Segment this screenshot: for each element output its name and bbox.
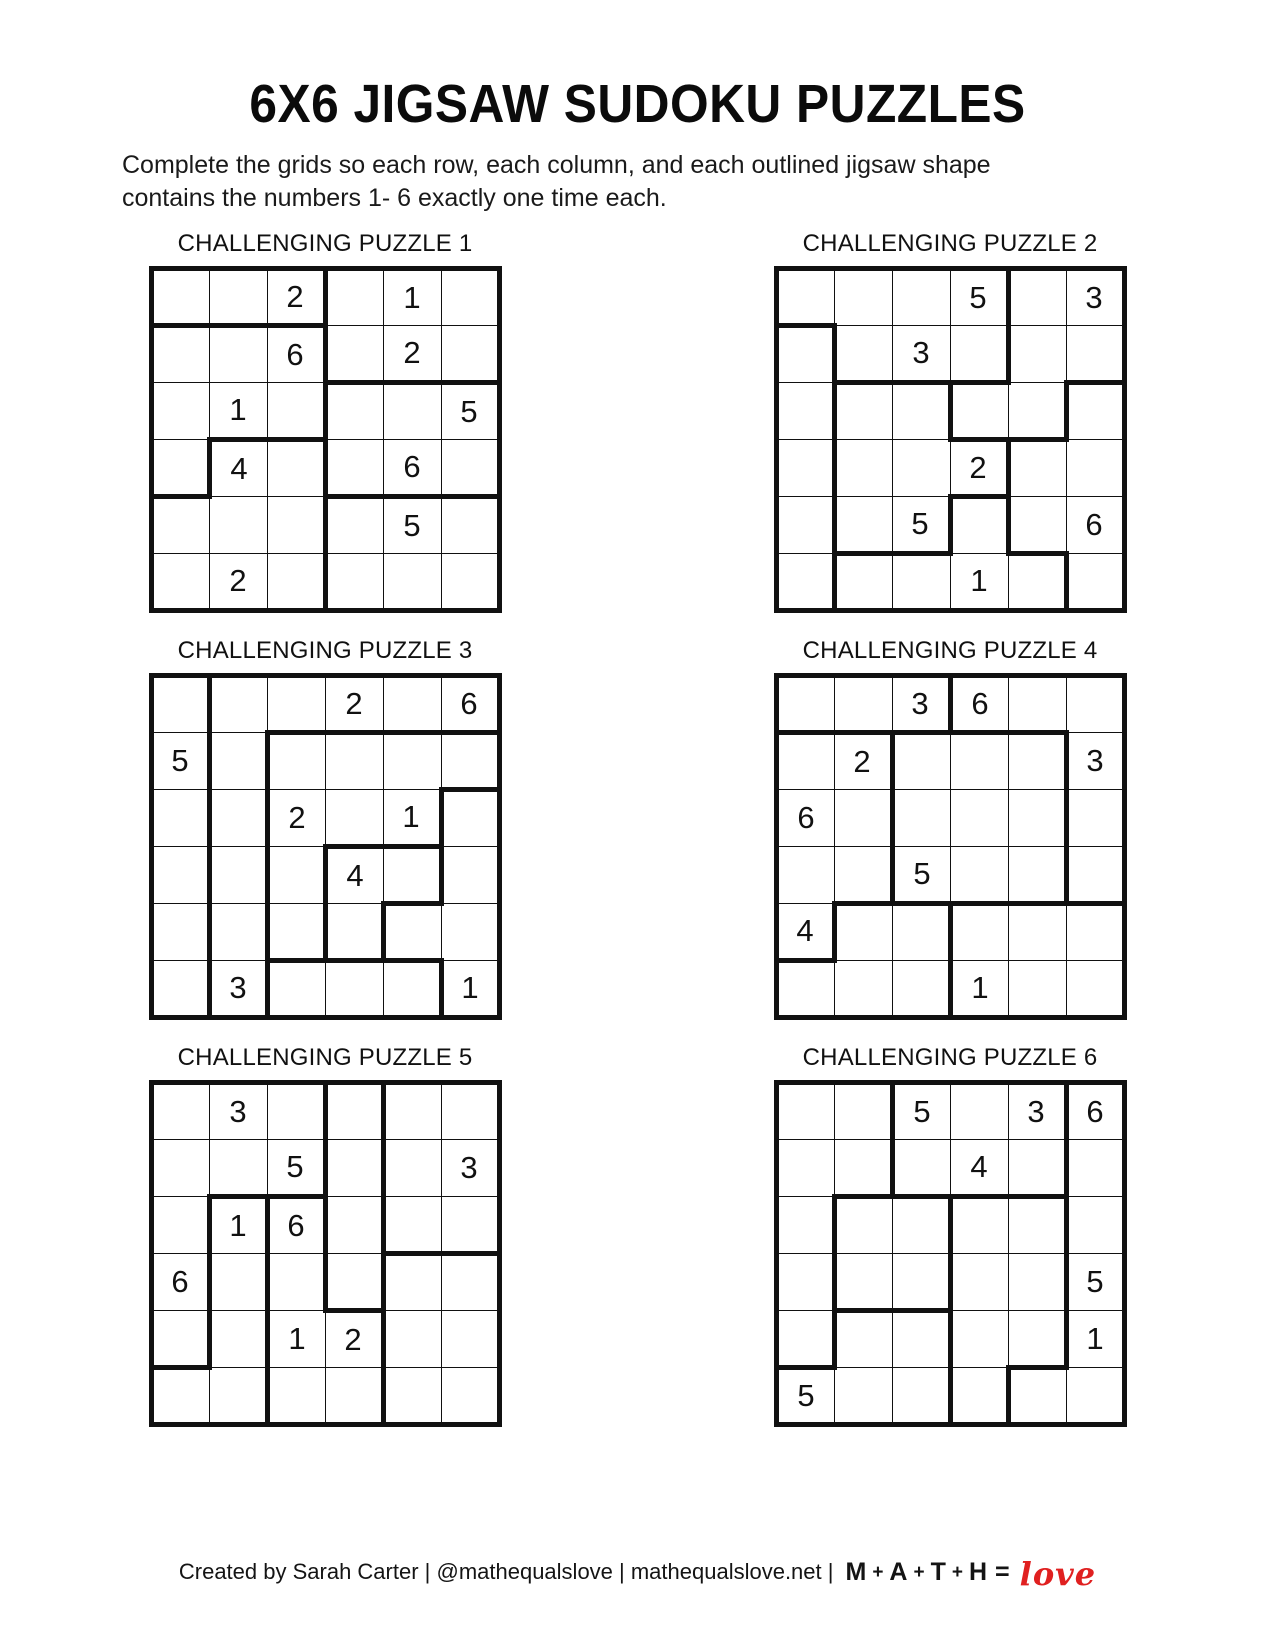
sudoku-cell-given[interactable]: 5 xyxy=(892,846,950,903)
puzzle-5 xyxy=(80,1044,570,1427)
sudoku-cell-empty[interactable] xyxy=(1066,553,1124,610)
sudoku-cell-empty[interactable] xyxy=(950,382,1008,439)
sudoku-cell-empty[interactable] xyxy=(834,439,892,496)
sudoku-cell-empty[interactable] xyxy=(776,1082,834,1139)
logo-letter-a: A xyxy=(889,1557,909,1586)
sudoku-cell-given[interactable]: 1 xyxy=(209,382,267,439)
sudoku-cell-given[interactable]: 4 xyxy=(950,1139,1008,1196)
footer xyxy=(0,1553,1275,1591)
sudoku-cell-empty[interactable] xyxy=(776,1253,834,1310)
sudoku-cell-empty[interactable] xyxy=(383,1253,441,1310)
sudoku-cell-empty[interactable] xyxy=(383,1196,441,1253)
sudoku-cell-empty[interactable] xyxy=(151,675,209,732)
sudoku-row xyxy=(151,496,499,553)
sudoku-cell-empty[interactable] xyxy=(776,439,834,496)
sudoku-cell-empty[interactable] xyxy=(1008,1367,1066,1424)
sudoku-cell-empty[interactable] xyxy=(950,1253,1008,1310)
sudoku-cell-given[interactable]: 3 xyxy=(1008,1082,1066,1139)
sudoku-cell-given[interactable]: 2 xyxy=(950,439,1008,496)
sudoku-row xyxy=(776,553,1124,610)
sudoku-cell-given[interactable]: 4 xyxy=(209,439,267,496)
sudoku-cell-empty[interactable] xyxy=(209,496,267,553)
instructions-line-1: Complete the grids so each row, each column, and each outlined jigsaw shape xyxy=(122,151,991,179)
sudoku-cell-empty[interactable] xyxy=(209,846,267,903)
sudoku-cell-empty[interactable] xyxy=(834,268,892,325)
puzzle-row-3 xyxy=(80,1044,1195,1427)
sudoku-cell-empty[interactable] xyxy=(441,846,499,903)
sudoku-cell-empty[interactable] xyxy=(267,496,325,553)
sudoku-cell-given[interactable]: 6 xyxy=(1066,496,1124,553)
sudoku-cell-empty[interactable] xyxy=(1008,846,1066,903)
sudoku-cell-given[interactable]: 3 xyxy=(441,1139,499,1196)
sudoku-row xyxy=(776,903,1124,960)
sudoku-cell-given[interactable]: 1 xyxy=(950,553,1008,610)
sudoku-cell-empty[interactable] xyxy=(441,903,499,960)
sudoku-cell-empty[interactable] xyxy=(151,1196,209,1253)
sudoku-cell-empty[interactable] xyxy=(441,268,499,325)
sudoku-cell-empty[interactable] xyxy=(776,1139,834,1196)
sudoku-cell-empty[interactable] xyxy=(776,960,834,1017)
sudoku-cell-empty[interactable] xyxy=(151,1310,209,1367)
sudoku-cell-given[interactable]: 6 xyxy=(383,439,441,496)
sudoku-row xyxy=(151,1253,499,1310)
sudoku-row xyxy=(776,846,1124,903)
puzzle-6-grid[interactable] xyxy=(774,1080,1127,1427)
sudoku-cell-empty[interactable] xyxy=(1008,675,1066,732)
sudoku-row xyxy=(776,1310,1124,1367)
sudoku-cell-given[interactable]: 6 xyxy=(267,1196,325,1253)
sudoku-cell-given[interactable]: 2 xyxy=(267,789,325,846)
sudoku-cell-empty[interactable] xyxy=(267,1367,325,1424)
sudoku-cell-empty[interactable] xyxy=(776,846,834,903)
sudoku-cell-empty[interactable] xyxy=(892,553,950,610)
sudoku-row xyxy=(151,789,499,846)
sudoku-cell-empty[interactable] xyxy=(325,1082,383,1139)
sudoku-cell-empty[interactable] xyxy=(151,1082,209,1139)
sudoku-cell-empty[interactable] xyxy=(1008,1310,1066,1367)
sudoku-cell-empty[interactable] xyxy=(1008,732,1066,789)
sudoku-cell-empty[interactable] xyxy=(151,1367,209,1424)
sudoku-cell-empty[interactable] xyxy=(151,960,209,1017)
sudoku-cell-empty[interactable] xyxy=(1008,325,1066,382)
sudoku-cell-empty[interactable] xyxy=(441,496,499,553)
sudoku-row xyxy=(776,732,1124,789)
sudoku-cell-empty[interactable] xyxy=(950,1367,1008,1424)
sudoku-cell-empty[interactable] xyxy=(834,553,892,610)
puzzles-area xyxy=(80,230,1195,1427)
sudoku-cell-given[interactable]: 2 xyxy=(325,675,383,732)
sudoku-cell-empty[interactable] xyxy=(1066,960,1124,1017)
sudoku-cell-given[interactable]: 5 xyxy=(267,1139,325,1196)
sudoku-cell-empty[interactable] xyxy=(151,268,209,325)
sudoku-cell-empty[interactable] xyxy=(151,789,209,846)
sudoku-cell-empty[interactable] xyxy=(209,789,267,846)
sudoku-cell-given[interactable]: 3 xyxy=(209,1082,267,1139)
sudoku-cell-empty[interactable] xyxy=(834,960,892,1017)
sudoku-cell-empty[interactable] xyxy=(776,496,834,553)
sudoku-cell-given[interactable]: 6 xyxy=(1066,1082,1124,1139)
sudoku-cell-empty[interactable] xyxy=(325,553,383,610)
sudoku-cell-given[interactable]: 2 xyxy=(325,1310,383,1367)
instructions-line-2: contains the numbers 1- 6 exactly one time each. xyxy=(122,184,667,213)
sudoku-cell-empty[interactable] xyxy=(892,732,950,789)
sudoku-cell-empty[interactable] xyxy=(267,960,325,1017)
sudoku-cell-empty[interactable] xyxy=(1066,1196,1124,1253)
sudoku-cell-empty[interactable] xyxy=(950,325,1008,382)
sudoku-cell-given[interactable]: 2 xyxy=(209,553,267,610)
sudoku-row xyxy=(776,960,1124,1017)
sudoku-cell-empty[interactable] xyxy=(383,1082,441,1139)
puzzle-3-grid[interactable] xyxy=(149,673,502,1020)
sudoku-cell-empty[interactable] xyxy=(1066,903,1124,960)
puzzle-2-caption: CHALLENGING PUZZLE 2 xyxy=(802,229,1098,257)
sudoku-cell-empty[interactable] xyxy=(1066,1367,1124,1424)
sudoku-row xyxy=(776,789,1124,846)
sudoku-cell-empty[interactable] xyxy=(834,1253,892,1310)
sudoku-cell-empty[interactable] xyxy=(267,732,325,789)
sudoku-cell-empty[interactable] xyxy=(834,1367,892,1424)
sudoku-row xyxy=(151,382,499,439)
sudoku-cell-empty[interactable] xyxy=(1066,789,1124,846)
puzzle-6-caption: CHALLENGING PUZZLE 6 xyxy=(802,1043,1098,1071)
sudoku-row xyxy=(151,732,499,789)
sudoku-row xyxy=(776,1253,1124,1310)
sudoku-cell-empty[interactable] xyxy=(383,960,441,1017)
sudoku-cell-empty[interactable] xyxy=(441,1367,499,1424)
sudoku-cell-given[interactable]: 1 xyxy=(441,960,499,1017)
sudoku-cell-empty[interactable] xyxy=(834,1196,892,1253)
sudoku-cell-empty[interactable] xyxy=(892,439,950,496)
sudoku-cell-empty[interactable] xyxy=(950,1196,1008,1253)
sudoku-cell-empty[interactable] xyxy=(834,789,892,846)
sudoku-cell-empty[interactable] xyxy=(1008,553,1066,610)
sudoku-cell-given[interactable]: 5 xyxy=(950,268,1008,325)
sudoku-cell-empty[interactable] xyxy=(776,675,834,732)
sudoku-row xyxy=(151,1367,499,1424)
sudoku-row xyxy=(776,439,1124,496)
sudoku-cell-empty[interactable] xyxy=(950,846,1008,903)
sudoku-cell-empty[interactable] xyxy=(834,1139,892,1196)
sudoku-row xyxy=(776,1139,1124,1196)
sudoku-cell-empty[interactable] xyxy=(892,382,950,439)
sudoku-cell-given[interactable]: 2 xyxy=(267,268,325,325)
sudoku-cell-empty[interactable] xyxy=(441,789,499,846)
sudoku-cell-given[interactable]: 1 xyxy=(267,1310,325,1367)
sudoku-cell-empty[interactable] xyxy=(383,846,441,903)
sudoku-cell-given[interactable]: 1 xyxy=(383,268,441,325)
sudoku-cell-empty[interactable] xyxy=(325,1367,383,1424)
puzzle-row-1 xyxy=(80,230,1195,613)
sudoku-cell-empty[interactable] xyxy=(892,1253,950,1310)
sudoku-row xyxy=(776,382,1124,439)
sudoku-cell-given[interactable]: 5 xyxy=(1066,1253,1124,1310)
sudoku-cell-empty[interactable] xyxy=(267,1082,325,1139)
sudoku-cell-empty[interactable] xyxy=(776,1310,834,1367)
sudoku-row xyxy=(151,1139,499,1196)
sudoku-cell-given[interactable]: 6 xyxy=(267,325,325,382)
sudoku-cell-empty[interactable] xyxy=(1066,1139,1124,1196)
sudoku-cell-empty[interactable] xyxy=(1066,382,1124,439)
sudoku-cell-empty[interactable] xyxy=(209,1367,267,1424)
sudoku-cell-given[interactable]: 6 xyxy=(776,789,834,846)
sudoku-cell-empty[interactable] xyxy=(1066,846,1124,903)
sudoku-cell-empty[interactable] xyxy=(892,1139,950,1196)
sudoku-cell-empty[interactable] xyxy=(325,268,383,325)
puzzle-3-caption: CHALLENGING PUZZLE 3 xyxy=(177,636,473,664)
sudoku-cell-empty[interactable] xyxy=(267,439,325,496)
sudoku-cell-empty[interactable] xyxy=(834,675,892,732)
sudoku-cell-empty[interactable] xyxy=(1008,268,1066,325)
sudoku-row xyxy=(151,1082,499,1139)
sudoku-cell-empty[interactable] xyxy=(950,732,1008,789)
sudoku-row xyxy=(151,960,499,1017)
sudoku-cell-empty[interactable] xyxy=(950,789,1008,846)
instructions xyxy=(80,149,1195,216)
sudoku-cell-empty[interactable] xyxy=(1066,325,1124,382)
sudoku-cell-empty[interactable] xyxy=(441,325,499,382)
plus-icon: + xyxy=(951,1562,964,1583)
sudoku-cell-empty[interactable] xyxy=(151,439,209,496)
sudoku-cell-empty[interactable] xyxy=(834,1082,892,1139)
sudoku-row xyxy=(776,675,1124,732)
sudoku-cell-empty[interactable] xyxy=(151,1139,209,1196)
sudoku-cell-empty[interactable] xyxy=(776,382,834,439)
sudoku-cell-empty[interactable] xyxy=(950,903,1008,960)
plus-icon: + xyxy=(872,1562,885,1583)
sudoku-cell-empty[interactable] xyxy=(325,789,383,846)
sudoku-cell-empty[interactable] xyxy=(209,1310,267,1367)
sudoku-cell-empty[interactable] xyxy=(892,1367,950,1424)
sudoku-cell-empty[interactable] xyxy=(441,1196,499,1253)
sudoku-cell-empty[interactable] xyxy=(383,1310,441,1367)
sudoku-cell-empty[interactable] xyxy=(209,903,267,960)
puzzle-5-grid[interactable] xyxy=(149,1080,502,1427)
sudoku-cell-empty[interactable] xyxy=(1008,1196,1066,1253)
sudoku-cell-empty[interactable] xyxy=(325,325,383,382)
sudoku-cell-given[interactable]: 1 xyxy=(1066,1310,1124,1367)
sudoku-cell-empty[interactable] xyxy=(151,496,209,553)
sudoku-row xyxy=(776,268,1124,325)
sudoku-cell-empty[interactable] xyxy=(441,1082,499,1139)
sudoku-cell-empty[interactable] xyxy=(325,439,383,496)
sudoku-cell-empty[interactable] xyxy=(1066,675,1124,732)
sudoku-row xyxy=(151,268,499,325)
sudoku-cell-given[interactable]: 5 xyxy=(441,382,499,439)
sudoku-cell-empty[interactable] xyxy=(834,325,892,382)
sudoku-cell-empty[interactable] xyxy=(383,382,441,439)
sudoku-cell-empty[interactable] xyxy=(267,553,325,610)
sudoku-cell-empty[interactable] xyxy=(383,553,441,610)
sudoku-cell-empty[interactable] xyxy=(776,325,834,382)
logo-letter-t: T xyxy=(930,1557,947,1586)
sudoku-cell-given[interactable]: 3 xyxy=(1066,732,1124,789)
sudoku-cell-empty[interactable] xyxy=(383,732,441,789)
sudoku-row xyxy=(151,439,499,496)
sudoku-cell-empty[interactable] xyxy=(325,382,383,439)
sudoku-cell-given[interactable]: 3 xyxy=(1066,268,1124,325)
puzzle-2-grid[interactable] xyxy=(774,266,1127,613)
puzzle-1 xyxy=(80,230,570,613)
sudoku-cell-empty[interactable] xyxy=(1008,439,1066,496)
sudoku-cell-empty[interactable] xyxy=(151,382,209,439)
sudoku-cell-given[interactable]: 5 xyxy=(383,496,441,553)
puzzle-2 xyxy=(705,230,1195,613)
sudoku-cell-given[interactable]: 5 xyxy=(151,732,209,789)
sudoku-cell-empty[interactable] xyxy=(441,732,499,789)
sudoku-cell-empty[interactable] xyxy=(776,732,834,789)
sudoku-cell-empty[interactable] xyxy=(1008,1139,1066,1196)
sudoku-cell-empty[interactable] xyxy=(950,1082,1008,1139)
sudoku-cell-empty[interactable] xyxy=(441,439,499,496)
puzzle-6 xyxy=(705,1044,1195,1427)
sudoku-cell-empty[interactable] xyxy=(267,846,325,903)
plus-icon: + xyxy=(913,1562,926,1583)
sudoku-cell-empty[interactable] xyxy=(950,496,1008,553)
sudoku-cell-given[interactable]: 5 xyxy=(892,496,950,553)
puzzle-row-2 xyxy=(80,637,1195,1020)
sudoku-cell-empty[interactable] xyxy=(776,1196,834,1253)
math-equals-love-logo xyxy=(845,1553,1096,1591)
sudoku-cell-empty[interactable] xyxy=(776,268,834,325)
sudoku-row xyxy=(776,1082,1124,1139)
sudoku-cell-given[interactable]: 5 xyxy=(892,1082,950,1139)
sudoku-cell-given[interactable]: 2 xyxy=(383,325,441,382)
sudoku-cell-empty[interactable] xyxy=(892,903,950,960)
sudoku-cell-empty[interactable] xyxy=(834,382,892,439)
sudoku-cell-given[interactable]: 1 xyxy=(209,1196,267,1253)
sudoku-cell-empty[interactable] xyxy=(209,325,267,382)
sudoku-cell-empty[interactable] xyxy=(267,1253,325,1310)
sudoku-cell-given[interactable]: 6 xyxy=(441,675,499,732)
sudoku-cell-empty[interactable] xyxy=(950,1310,1008,1367)
sudoku-cell-empty[interactable] xyxy=(892,1196,950,1253)
sudoku-cell-empty[interactable] xyxy=(892,789,950,846)
puzzle-5-caption: CHALLENGING PUZZLE 5 xyxy=(177,1043,473,1071)
sudoku-cell-empty[interactable] xyxy=(892,960,950,1017)
sudoku-cell-empty[interactable] xyxy=(441,1310,499,1367)
equals-icon: = xyxy=(995,1557,1011,1586)
sudoku-cell-empty[interactable] xyxy=(834,496,892,553)
sudoku-cell-empty[interactable] xyxy=(1008,1253,1066,1310)
puzzle-3 xyxy=(80,637,570,1020)
sudoku-cell-empty[interactable] xyxy=(325,903,383,960)
sudoku-cell-empty[interactable] xyxy=(834,846,892,903)
sudoku-cell-empty[interactable] xyxy=(1066,439,1124,496)
sudoku-cell-empty[interactable] xyxy=(209,268,267,325)
sudoku-cell-empty[interactable] xyxy=(267,903,325,960)
sudoku-cell-empty[interactable] xyxy=(151,903,209,960)
sudoku-cell-empty[interactable] xyxy=(776,553,834,610)
sudoku-row xyxy=(151,675,499,732)
sudoku-cell-empty[interactable] xyxy=(1008,382,1066,439)
puzzle-4-grid[interactable] xyxy=(774,673,1127,1020)
sudoku-cell-given[interactable]: 3 xyxy=(892,675,950,732)
sudoku-cell-empty[interactable] xyxy=(325,732,383,789)
sudoku-cell-empty[interactable] xyxy=(834,903,892,960)
sudoku-cell-empty[interactable] xyxy=(267,382,325,439)
sudoku-cell-empty[interactable] xyxy=(834,1310,892,1367)
sudoku-cell-given[interactable]: 6 xyxy=(151,1253,209,1310)
sudoku-cell-empty[interactable] xyxy=(1008,789,1066,846)
sudoku-cell-given[interactable]: 3 xyxy=(892,325,950,382)
sudoku-cell-empty[interactable] xyxy=(209,1139,267,1196)
sudoku-row xyxy=(776,1196,1124,1253)
sudoku-cell-empty[interactable] xyxy=(383,1139,441,1196)
sudoku-cell-empty[interactable] xyxy=(151,553,209,610)
sudoku-cell-empty[interactable] xyxy=(209,675,267,732)
sudoku-cell-given[interactable]: 2 xyxy=(834,732,892,789)
sudoku-cell-given[interactable]: 1 xyxy=(383,789,441,846)
sudoku-cell-empty[interactable] xyxy=(383,675,441,732)
sudoku-cell-empty[interactable] xyxy=(325,1196,383,1253)
sudoku-cell-empty[interactable] xyxy=(441,553,499,610)
credit-text: Created by Sarah Carter | @mathequalslove | mathequalslove.net | xyxy=(178,1559,834,1584)
sudoku-row xyxy=(151,903,499,960)
sudoku-cell-given[interactable]: 1 xyxy=(950,960,1008,1017)
sudoku-cell-empty[interactable] xyxy=(383,903,441,960)
sudoku-cell-empty[interactable] xyxy=(1008,496,1066,553)
sudoku-cell-empty[interactable] xyxy=(151,846,209,903)
sudoku-cell-empty[interactable] xyxy=(383,1367,441,1424)
sudoku-row xyxy=(776,325,1124,382)
sudoku-cell-empty[interactable] xyxy=(267,675,325,732)
sudoku-cell-empty[interactable] xyxy=(892,1310,950,1367)
sudoku-cell-given[interactable]: 4 xyxy=(776,903,834,960)
sudoku-row xyxy=(151,553,499,610)
sudoku-cell-empty[interactable] xyxy=(151,325,209,382)
puzzle-4-caption: CHALLENGING PUZZLE 4 xyxy=(802,636,1098,664)
sudoku-row xyxy=(151,846,499,903)
puzzle-1-caption: CHALLENGING PUZZLE 1 xyxy=(177,229,473,257)
sudoku-row xyxy=(151,1196,499,1253)
sudoku-cell-empty[interactable] xyxy=(325,1139,383,1196)
sudoku-cell-empty[interactable] xyxy=(325,1253,383,1310)
sudoku-row xyxy=(151,1310,499,1367)
love-script-word: love xyxy=(1019,1555,1097,1593)
sudoku-cell-empty[interactable] xyxy=(325,496,383,553)
sudoku-cell-empty[interactable] xyxy=(441,1253,499,1310)
sudoku-cell-given[interactable]: 5 xyxy=(776,1367,834,1424)
page-title: 6X6 JIGSAW SUDOKU PUZZLES xyxy=(249,74,1026,134)
sudoku-row xyxy=(151,325,499,382)
puzzle-1-grid[interactable] xyxy=(149,266,502,613)
sudoku-cell-empty[interactable] xyxy=(1008,960,1066,1017)
sudoku-cell-empty[interactable] xyxy=(209,1253,267,1310)
sudoku-cell-empty[interactable] xyxy=(209,732,267,789)
logo-letter-m: M xyxy=(845,1557,868,1586)
sudoku-row xyxy=(776,1367,1124,1424)
sudoku-cell-given[interactable]: 3 xyxy=(209,960,267,1017)
sudoku-cell-empty[interactable] xyxy=(892,268,950,325)
logo-letter-h: H xyxy=(968,1557,989,1586)
sudoku-cell-empty[interactable] xyxy=(325,960,383,1017)
sudoku-row xyxy=(776,496,1124,553)
sudoku-cell-empty[interactable] xyxy=(1008,903,1066,960)
sudoku-cell-given[interactable]: 6 xyxy=(950,675,1008,732)
puzzle-4 xyxy=(705,637,1195,1020)
sudoku-cell-given[interactable]: 4 xyxy=(325,846,383,903)
